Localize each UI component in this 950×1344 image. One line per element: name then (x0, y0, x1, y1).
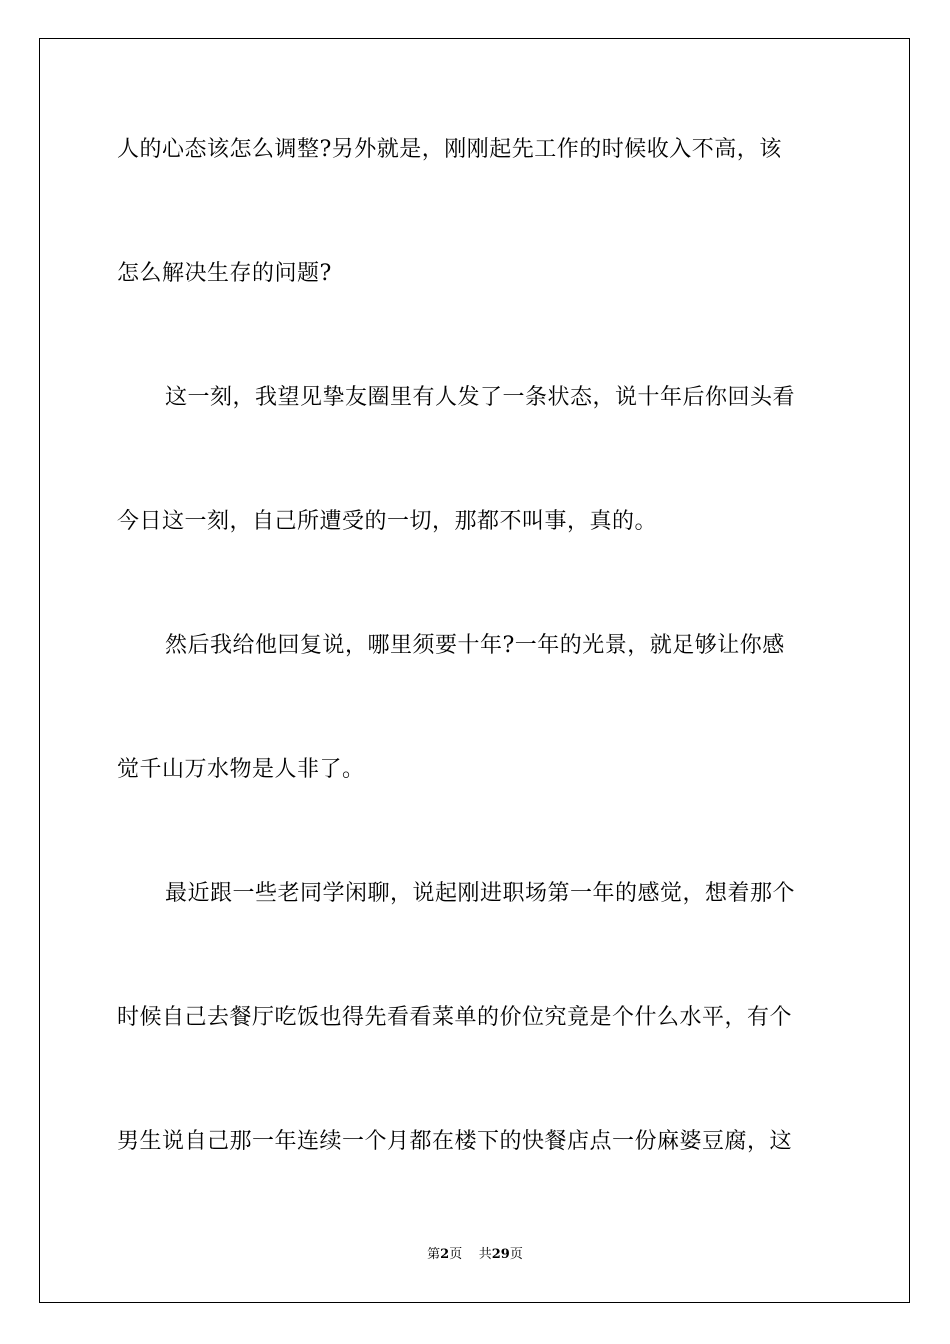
footer-page-prefix: 第 (427, 1247, 441, 1262)
text-line-7: 最近跟一些老同学闲聊，说起刚进职场第一年的感觉，想着那个 (165, 881, 796, 906)
text-line-3: 这一刻，我望见挚友圈里有人发了一条状态，说十年后你回头看 (165, 385, 796, 410)
footer-total-prefix: 共 (478, 1247, 492, 1262)
page-border (39, 38, 910, 1303)
text-line-9: 男生说自己那一年连续一个月都在楼下的快餐店点一份麻婆豆腐，这 (117, 1129, 793, 1154)
page-footer (0, 1246, 950, 1264)
text-line-2: 怎么解决生存的问题? (117, 261, 332, 286)
text-line-6: 觉千山万水物是人非了。 (117, 757, 365, 782)
footer-page-current: 2 (440, 1247, 450, 1262)
footer-total-suffix: 页 (509, 1247, 523, 1262)
text-line-8: 时候自己去餐厅吃饭也得先看看菜单的价位究竟是个什么水平，有个 (117, 1005, 793, 1030)
text-line-5: 然后我给他回复说，哪里须要十年?一年的光景，就足够让你感 (165, 633, 785, 658)
text-line-4: 今日这一刻，自己所遭受的一切，那都不叫事，真的。 (117, 509, 658, 534)
footer-page-suffix: 页 (449, 1247, 463, 1262)
text-line-1: 人的心态该怎么调整?另外就是，刚刚起先工作的时候收入不高，该 (117, 137, 782, 162)
footer-total-pages: 29 (491, 1247, 510, 1262)
